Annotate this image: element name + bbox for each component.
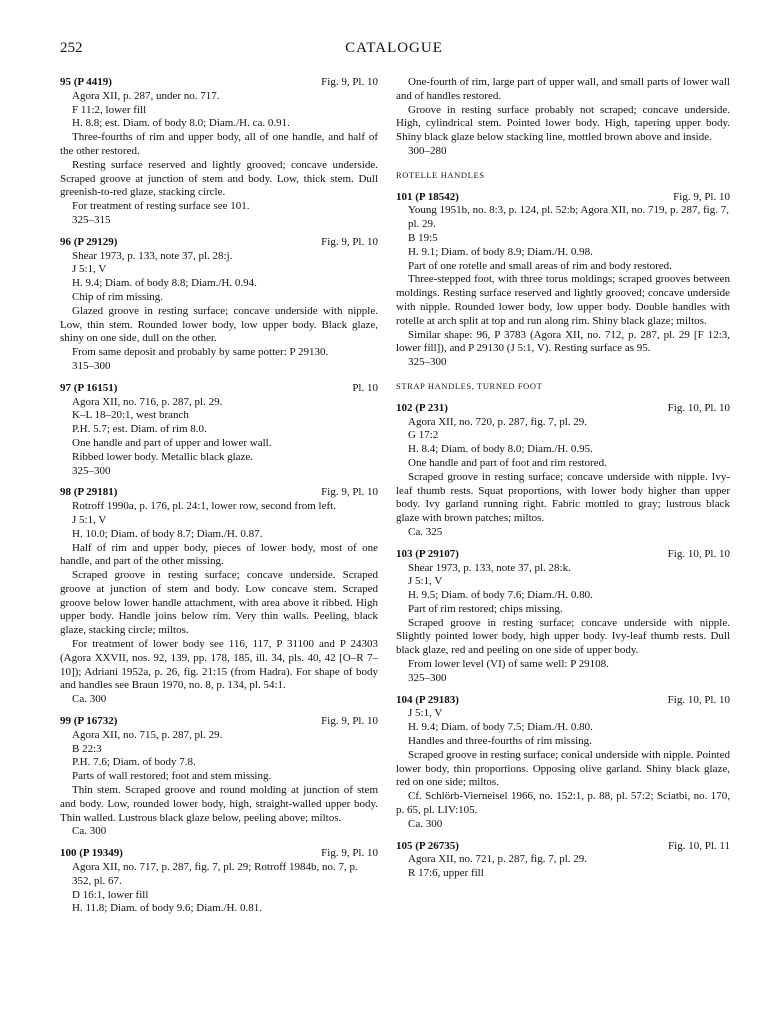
bibliography: Agora XII, no. 720, p. 287, fig. 7, pl. 29. xyxy=(408,415,588,428)
date: Ca. 325 xyxy=(408,525,443,538)
bibliography: Shear 1973, p. 133, note 37, pl. 28:j. xyxy=(72,249,233,262)
catalogue-entry xyxy=(396,694,730,832)
description-paragraph: Half of rim and upper body, pieces of lower body, most of one handle, and part of the other missing. xyxy=(60,541,378,568)
dimensions: H. 9.4; Diam. of body 8.8; Diam./H. 0.94. xyxy=(72,277,257,290)
entry-heading xyxy=(60,382,378,396)
entry-heading xyxy=(60,236,378,250)
entry-number: 101 (P 18542) xyxy=(396,190,459,203)
figure-reference: Fig. 10, Pl. 10 xyxy=(667,547,730,560)
bibliography: Agora XII, no. 716, p. 287, pl. 29. xyxy=(72,395,223,408)
date: Ca. 300 xyxy=(72,825,107,838)
figure-reference: Fig. 9, Pl. 10 xyxy=(321,715,378,728)
bibliography: Young 1951b, no. 8:3, p. 124, pl. 52:b; Agora XII, no. 719, p. 287, fig. 7, pl. 29. xyxy=(408,204,729,231)
entry-number: 96 (P 29129) xyxy=(60,235,118,248)
description-paragraph: Similar shape: 96, P 3783 (Agora XII, no. 712, p. 287, pl. 29 [F 12:3, lower fill]), and P 29130 (J 5:1, V). Resting surface as 95. xyxy=(396,328,730,355)
figure-reference: Fig. 10, Pl. 11 xyxy=(668,839,730,852)
figure-reference: Fig. 9, Pl. 10 xyxy=(321,486,378,499)
deposit-context: D 16:1, lower fill xyxy=(72,888,149,901)
description-paragraph: Scraped groove in resting surface; concave underside with nipple. Ivy-leaf thumb rests. Squat proportions, with lower body higher than upper body. Ivy garland running right. Fabric mottled to gray; lustrous black glaze with brown patches; miltos. xyxy=(396,470,730,525)
catalogue-entry xyxy=(396,840,730,881)
figure-reference: Fig. 9, Pl. 10 xyxy=(321,847,378,860)
bibliography: Agora XII, no. 715, p. 287, pl. 29. xyxy=(72,728,223,741)
description-paragraph: One handle and part of upper and lower wall. xyxy=(72,436,272,449)
bibliography: Rotroff 1990a, p. 176, pl. 24:1, lower row, second from left. xyxy=(72,500,336,513)
catalogue-entry xyxy=(396,191,730,370)
catalogue-entry xyxy=(60,382,378,479)
date: Ca. 300 xyxy=(72,693,107,706)
deposit-context: G 17:2 xyxy=(408,429,439,442)
description-paragraph: One handle and part of foot and rim restored. xyxy=(408,456,607,469)
dimensions: H. 9.5; Diam. of body 7.6; Diam./H. 0.80. xyxy=(408,589,593,602)
entry-heading xyxy=(396,694,730,708)
entry-number: 103 (P 29107) xyxy=(396,547,459,560)
catalogue-entry xyxy=(60,847,378,916)
deposit-context: B 19:5 xyxy=(408,231,438,244)
note: For treatment of resting surface see 101. xyxy=(72,200,250,213)
right-entries xyxy=(396,402,730,881)
entry-heading xyxy=(396,548,730,562)
entry-heading xyxy=(60,76,378,90)
date: 315–300 xyxy=(72,359,111,372)
description-paragraph: Three-fourths of rim and upper body, all of one handle, and half of the other restored. xyxy=(60,131,378,157)
catalogue-entry xyxy=(396,402,730,540)
date: 325–315 xyxy=(72,213,111,226)
deposit-context: K–L 18–20:1, west branch xyxy=(72,409,189,422)
deposit-context: F 11:2, lower fill xyxy=(72,103,147,116)
entry-number: 95 (P 4419) xyxy=(60,76,112,88)
description-paragraph: For treatment of lower body see 116, 117, P 31100 and P 24303 (Agora XXVII, nos. 92, 139, pp. 178, 185, ill. 34, pls. 40, 42 [O–R 7–10]); Adriani 1952a, p. 26, fig. 21:15 (from Hadra). For shape of body and handles see Braun 1970, no. 8, p. 134, pl. 54:1. xyxy=(60,638,378,692)
dimensions: H. 11.8; Diam. of body 9.6; Diam./H. 0.81. xyxy=(72,902,262,915)
date: Ca. 300 xyxy=(408,817,443,830)
catalogue-entry xyxy=(60,236,378,374)
entry-heading xyxy=(60,715,378,729)
section-heading-rotelle-handles: ROTELLE HANDLES xyxy=(396,169,485,180)
catalogue-entry xyxy=(60,715,378,839)
dimensions: P.H. 7.6; Diam. of body 7.8. xyxy=(72,756,196,769)
entry-heading xyxy=(396,191,730,205)
description-paragraph: Scraped groove in resting surface; concave underside with nipple. Slightly pointed lower body, high upper body. Ivy-leaf thumb rests. Dull black glaze, red and peeling on one side of upper body. xyxy=(396,616,730,657)
page-number: 252 xyxy=(60,40,83,56)
left-column xyxy=(60,76,378,924)
entry-heading xyxy=(396,840,730,854)
entry-number: 98 (P 29181) xyxy=(60,486,118,499)
bibliography: Agora XII, no. 717, p. 287, fig. 7, pl. 29; Rotroff 1984b, no. 7, p. 352, pl. 67. xyxy=(72,861,358,887)
description-paragraph: One-fourth of rim, large part of upper wall, and small parts of lower wall and of handles restored. xyxy=(396,76,730,102)
description-paragraph: Three-stepped foot, with three torus moldings; scraped grooves between moldings. Resting surface reserved and lightly grooved; concave underside with nipple. Rounded lower body, low upper body. Double handles with rotelle at arch split at top and run along rim. Shiny black glaze; miltos. xyxy=(396,273,730,327)
deposit-context: J 5:1, V xyxy=(408,575,443,588)
entry-number: 104 (P 29183) xyxy=(396,693,459,706)
right-column xyxy=(396,76,730,889)
description-paragraph: Chip of rim missing. xyxy=(72,290,164,303)
dimensions: H. 9.4; Diam. of body 7.5; Diam./H. 0.80. xyxy=(408,721,593,734)
dimensions: H. 8.8; est. Diam. of body 8.0; Diam./H. ca. 0.91. xyxy=(72,117,290,130)
figure-reference: Fig. 9, Pl. 10 xyxy=(673,190,730,203)
deposit-context: R 17:6, upper fill xyxy=(408,867,484,880)
running-title: CATALOGUE xyxy=(345,40,443,56)
catalogue-entry xyxy=(60,76,378,228)
figure-reference: Fig. 10, Pl. 10 xyxy=(667,693,730,706)
dimensions: P.H. 5.7; est. Diam. of rim 8.0. xyxy=(72,423,207,436)
description-paragraph: Thin stem. Scraped groove and round molding at junction of stem and body. Low, rounded lower body, high, straight-walled upper body. Thin walled. Lustrous black glaze below, peeling above; miltos. xyxy=(60,784,378,824)
deposit-context: B 22:3 xyxy=(72,742,102,755)
dimensions: H. 8.4; Diam. of body 8.0; Diam./H. 0.95. xyxy=(408,443,593,456)
description-paragraph: Resting surface reserved and lightly grooved; concave underside. Scraped groove at junction of stem and body. Low, thick stem. Dull greenish-to-red glaze, stacking circle. xyxy=(60,158,378,199)
description-paragraph: Cf. Schlörb-Vierneisel 1966, no. 152:1, p. 88, pl. 57:2; Sciatbi, no. 170, p. 65, pl. LIV:105. xyxy=(396,790,730,817)
entry-number: 99 (P 16732) xyxy=(60,715,118,728)
description-paragraph: Handles and three-fourths of rim missing. xyxy=(408,735,592,748)
dimensions: H. 10.0; Diam. of body 8.7; Diam./H. 0.87. xyxy=(72,527,263,540)
description-paragraph: Scraped groove in resting surface; conical underside with nipple. Pointed lower body, thin proportions. Opposing olive garland. Shiny black glaze, red on one side; miltos. xyxy=(396,748,730,789)
figure-reference: Fig. 10, Pl. 10 xyxy=(667,401,730,414)
entry-heading xyxy=(60,486,378,500)
figure-reference: Fig. 9, Pl. 10 xyxy=(321,235,378,248)
bibliography: Shear 1973, p. 133, note 37, pl. 28:k. xyxy=(408,561,571,574)
bibliography: Agora XII, p. 287, under no. 717. xyxy=(72,89,220,102)
description-paragraph: From lower level (VI) of same well: P 29108. xyxy=(408,658,609,671)
date: 325–300 xyxy=(408,671,447,684)
figure-reference: Fig. 9, Pl. 10 xyxy=(321,76,378,88)
note: From same deposit and probably by same potter: P 29130. xyxy=(72,346,329,359)
description-paragraph: Part of rim restored; chips missing. xyxy=(408,602,563,615)
entry-heading xyxy=(396,402,730,416)
description-paragraph: Glazed groove in resting surface; concave underside with nipple. Low, thin stem. Rounded lower body, low upper body. Black glaze, shiny on one side, dull on the other. xyxy=(60,304,378,345)
date: 325–300 xyxy=(408,356,447,369)
entry-number: 97 (P 16151) xyxy=(60,381,118,394)
catalogue-entry xyxy=(60,486,378,707)
catalogue-entry xyxy=(396,548,730,686)
entry-number: 102 (P 231) xyxy=(396,401,448,414)
entry-heading xyxy=(60,847,378,861)
description-paragraph: Parts of wall restored; foot and stem missing. xyxy=(72,770,272,783)
entry-100-continuation xyxy=(396,76,730,159)
running-header xyxy=(60,40,728,64)
description-paragraph: Part of one rotelle and small areas of rim and body restored. xyxy=(408,259,672,272)
entry-number: 105 (P 26735) xyxy=(396,839,459,852)
section-heading-strap-handles: STRAP HANDLES, TURNED FOOT xyxy=(396,380,543,391)
dimensions: H. 9.1; Diam. of body 8.9; Diam./H. 0.98. xyxy=(408,245,593,258)
date: 300–280 xyxy=(408,144,447,157)
deposit-context: J 5:1, V xyxy=(72,513,107,526)
bibliography: Agora XII, no. 721, p. 287, fig. 7, pl. 29. xyxy=(408,853,588,866)
description-paragraph: Scraped groove in resting surface; concave underside. Scraped groove at junction of stem and body. Low concave stem. Scraped groove below lower handle attachment, with area above it ribbed. High upper body. Handle joins below rim. Very thin walls. Peeling, black glaze, stacking circle; miltos. xyxy=(60,569,378,637)
deposit-context: J 5:1, V xyxy=(72,263,107,276)
description-paragraph: Ribbed lower body. Metallic black glaze. xyxy=(72,450,254,463)
entry-101-container xyxy=(396,191,730,370)
entry-number: 100 (P 19349) xyxy=(60,847,123,860)
figure-reference: Pl. 10 xyxy=(352,381,378,394)
date: 325–300 xyxy=(72,464,111,477)
deposit-context: J 5:1, V xyxy=(408,707,443,720)
description-paragraph: Groove in resting surface probably not scraped; concave underside. High, cylindrical stem. Pointed lower body. High, tapering upper body. Shiny black glaze below stacking line, mottled brown above and inside. xyxy=(396,103,730,144)
